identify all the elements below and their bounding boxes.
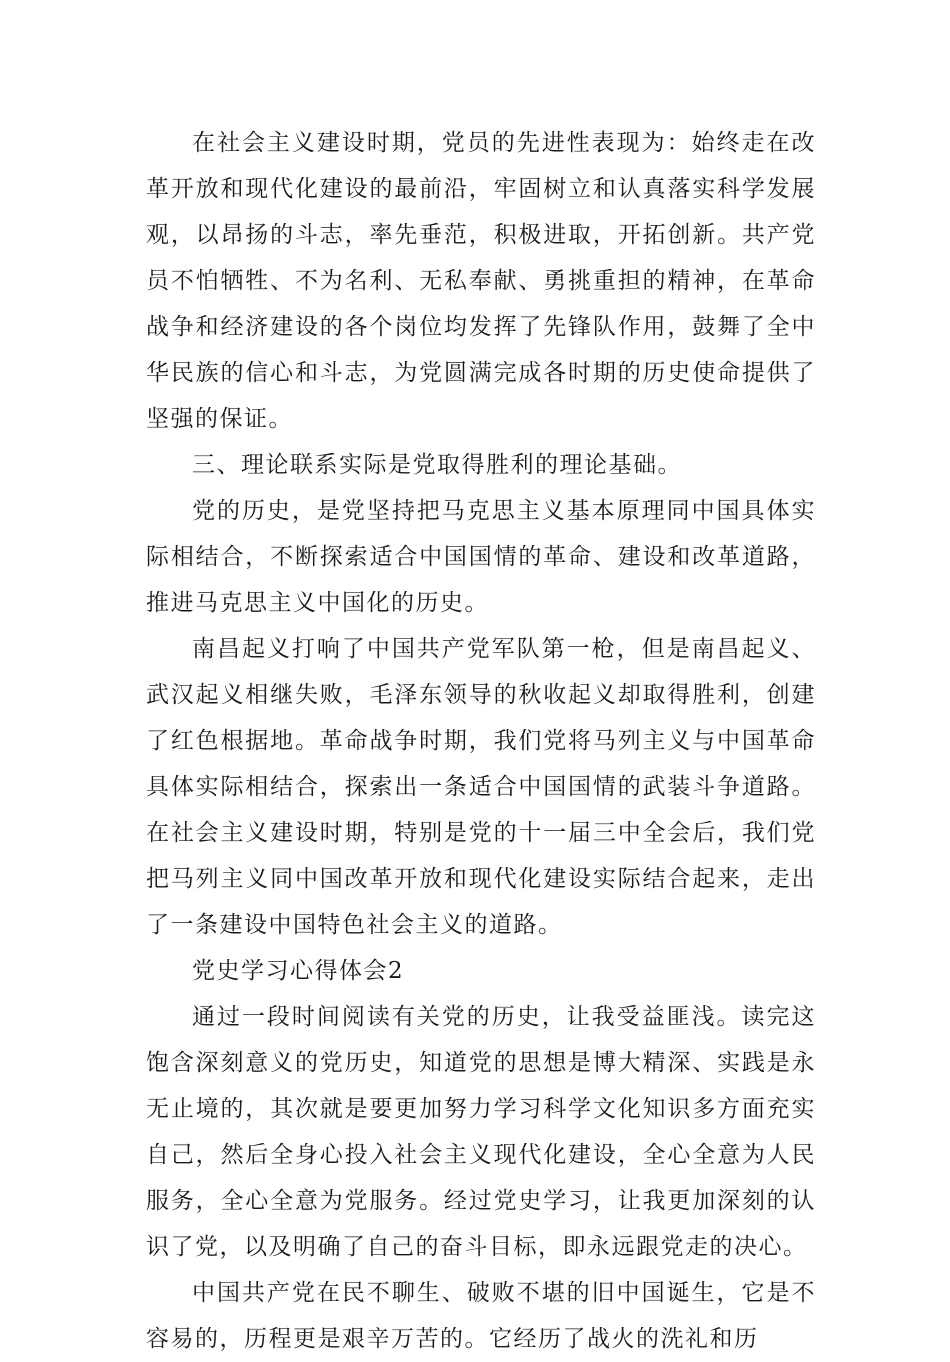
- paragraph-party-history: 党的历史，是党坚持把马克思主义基本原理同中国具体实际相结合，不断探索适合中国国情的革命、建设和改革道路，推进马克思主义中国化的历史。: [146, 498, 816, 616]
- section-heading-theory-practice: 三、理论联系实际是党取得胜利的理论基础。: [192, 452, 682, 478]
- paragraph-party-birth: 中国共产党在民不聊生、破败不堪的旧中国诞生，它是不容易的，历程更是艰辛万苦的。它经历了战火的洗礼和历: [146, 1280, 816, 1352]
- paragraph-nanchang-uprising: 南昌起义打响了中国共产党军队第一枪，但是南昌起义、武汉起义相继失败，毛泽东领导的秋收起义却取得胜利，创建了红色根据地。革命战争时期，我们党将马列主义与中国革命具体实际相结合，探索出一条适合中国国情的武装斗争道路。在社会主义建设时期，特别是党的十一届三中全会后，我们党把马列主义同中国改革开放和现代化建设实际结合起来，走出了一条建设中国特色社会主义的道路。: [146, 636, 816, 938]
- document-body: [146, 120, 816, 1362]
- essay-title-2: 党史学习心得体会2: [192, 958, 405, 984]
- paragraph-socialist-construction: 在社会主义建设时期，党员的先进性表现为：始终走在改革开放和现代化建设的最前沿，牢固树立和认真落实科学发展观，以昂扬的斗志，率先垂范，积极进取，开拓创新。共产党员不怕牺牲、不为名利、无私奉献、勇挑重担的精神，在革命战争和经济建设的各个岗位均发挥了先锋队作用，鼓舞了全中华民族的信心和斗志，为党圆满完成各时期的历史使命提供了坚强的保证。: [146, 130, 816, 432]
- paragraph-reading-reflection: 通过一段时间阅读有关党的历史，让我受益匪浅。读完这饱含深刻意义的党历史，知道党的思想是博大精深、实践是永无止境的，其次就是要更加努力学习科学文化知识多方面充实自己，然后全身心投入社会主义现代化建设，全心全意为人民服务，全心全意为党服务。经过党史学习，让我更加深刻的认识了党，以及明确了自己的奋斗目标，即永远跟党走的决心。: [146, 1004, 816, 1260]
